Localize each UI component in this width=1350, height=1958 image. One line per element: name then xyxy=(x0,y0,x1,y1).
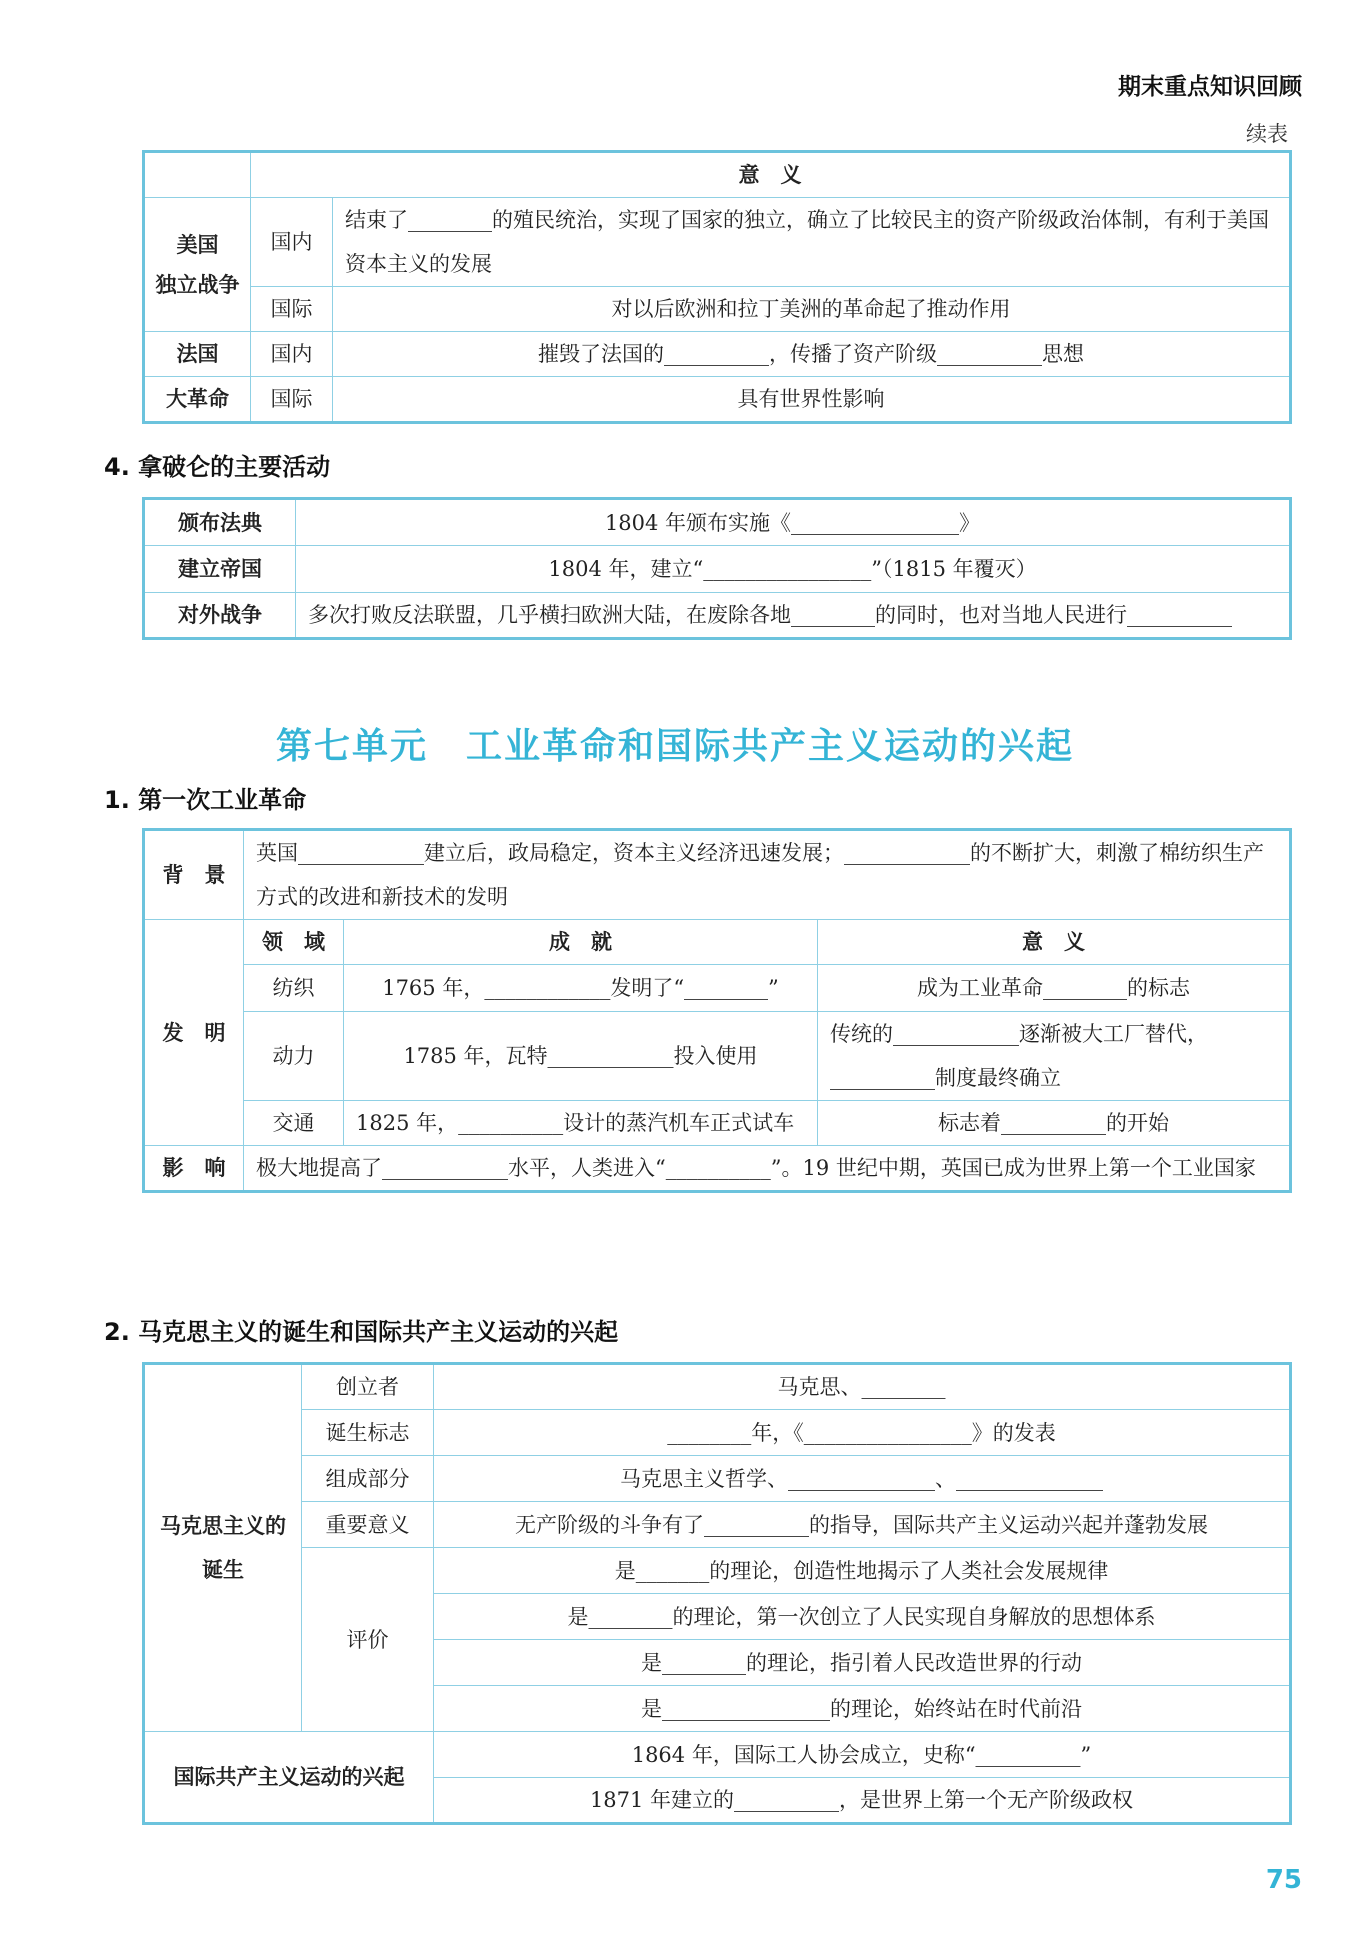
achievement-cell: 1825 年，__________设计的蒸汽机车正式试车 xyxy=(344,1101,818,1146)
napoleon-row-label: 建立帝国 xyxy=(144,546,296,593)
meaning-cell: 传统的____________逐渐被大工厂替代，__________制度最终确立 xyxy=(818,1012,1291,1101)
marxism-row-content: ________年，《________________》的发表 xyxy=(434,1410,1291,1456)
achievement-cell: 1765 年，____________发明了“________” xyxy=(344,965,818,1012)
napoleon-row-content: 1804 年，建立“________________”（1815 年覆灭） xyxy=(296,546,1291,593)
intl-communist-label: 国际共产主义运动的兴起 xyxy=(144,1732,434,1824)
col-header-meaning: 意 义 xyxy=(251,152,1291,198)
marxism-row-label: 组成部分 xyxy=(302,1456,434,1502)
us-domestic-label: 国内 xyxy=(251,198,333,287)
section-2-title: 2. 马克思主义的诞生和国际共产主义运动的兴起 xyxy=(104,1318,619,1346)
us-intl-content: 对以后欧洲和拉丁美洲的革命起了推动作用 xyxy=(333,287,1291,332)
field-cell: 动力 xyxy=(244,1012,344,1101)
marxism-row-content: 马克思、________ xyxy=(434,1364,1291,1410)
fr-domestic-label: 国内 xyxy=(251,332,333,377)
industrial-revolution-table xyxy=(142,828,1292,1193)
page-number: 75 xyxy=(1265,1865,1302,1895)
napoleon-row-content: 多次打败反法联盟，几乎横扫欧洲大陆，在废除各地________的同时，也对当地人民进行__________ xyxy=(296,593,1291,639)
fr-rev-label-2: 大革命 xyxy=(144,377,251,423)
impact-content: 极大地提高了____________水平，人类进入“__________”。19 世纪中期，英国已成为世界上第一个工业国家 xyxy=(244,1146,1291,1192)
impact-label: 影 响 xyxy=(144,1146,244,1192)
marxism-row-label: 创立者 xyxy=(302,1364,434,1410)
evaluation-label: 评价 xyxy=(302,1548,434,1732)
us-war-label: 美国 独立战争 xyxy=(144,198,251,332)
continued-label: 续表 xyxy=(1246,122,1288,146)
section-1-title: 1. 第一次工业革命 xyxy=(104,786,307,814)
evaluation-item: 是________的理论，指引着人民改造世界的行动 xyxy=(434,1640,1291,1686)
evaluation-item: 是________________的理论，始终站在时代前沿 xyxy=(434,1686,1291,1732)
fr-rev-label-1: 法国 xyxy=(144,332,251,377)
marxism-row-label: 重要意义 xyxy=(302,1502,434,1548)
napoleon-table xyxy=(142,497,1292,640)
background-content: 英国____________建立后，政局稳定，资本主义经济迅速发展；____________的不断扩大，刺激了棉纺织生产方式的改进和新技术的发明 xyxy=(244,830,1291,920)
col-header-field: 领 域 xyxy=(244,920,344,965)
marxism-table xyxy=(142,1362,1292,1825)
meaning-cell: 标志着__________的开始 xyxy=(818,1101,1291,1146)
fr-intl-label: 国际 xyxy=(251,377,333,423)
field-cell: 交通 xyxy=(244,1101,344,1146)
fr-domestic-content: 摧毁了法国的__________，传播了资产阶级__________思想 xyxy=(333,332,1291,377)
fr-intl-content: 具有世界性影响 xyxy=(333,377,1291,423)
marxism-row-label: 诞生标志 xyxy=(302,1410,434,1456)
col-header-achievement: 成 就 xyxy=(344,920,818,965)
napoleon-row-content: 1804 年颁布实施《________________》 xyxy=(296,499,1291,546)
unit-7-heading: 第七单元 工业革命和国际共产主义运动的兴起 xyxy=(275,726,1074,767)
intl-row: 1864 年，国际工人协会成立，史称“__________” xyxy=(434,1732,1291,1778)
field-cell: 纺织 xyxy=(244,965,344,1012)
revolution-significance-table xyxy=(142,150,1292,424)
us-domestic-content: 结束了________的殖民统治，实现了国家的独立，确立了比较民主的资产阶级政治体制，有利于美国资本主义的发展 xyxy=(333,198,1291,287)
evaluation-item: 是_______的理论，创造性地揭示了人类社会发展规律 xyxy=(434,1548,1291,1594)
marxism-birth-label: 马克思主义的诞生 xyxy=(144,1364,302,1732)
napoleon-row-label: 对外战争 xyxy=(144,593,296,639)
achievement-cell: 1785 年，瓦特____________投入使用 xyxy=(344,1012,818,1101)
background-label: 背 景 xyxy=(144,830,244,920)
section-4-title: 4. 拿破仑的主要活动 xyxy=(104,453,331,481)
running-head: 期末重点知识回顾 xyxy=(1118,74,1302,100)
us-intl-label: 国际 xyxy=(251,287,333,332)
col-header-meaning: 意 义 xyxy=(818,920,1291,965)
marxism-row-content: 马克思主义哲学、______________、______________ xyxy=(434,1456,1291,1502)
evaluation-item: 是________的理论，第一次创立了人民实现自身解放的思想体系 xyxy=(434,1594,1291,1640)
meaning-cell: 成为工业革命________的标志 xyxy=(818,965,1291,1012)
marxism-row-content: 无产阶级的斗争有了__________的指导，国际共产主义运动兴起并蓬勃发展 xyxy=(434,1502,1291,1548)
intl-row: 1871 年建立的__________，是世界上第一个无产阶级政权 xyxy=(434,1778,1291,1824)
napoleon-row-label: 颁布法典 xyxy=(144,499,296,546)
invention-label: 发 明 xyxy=(144,920,244,1146)
